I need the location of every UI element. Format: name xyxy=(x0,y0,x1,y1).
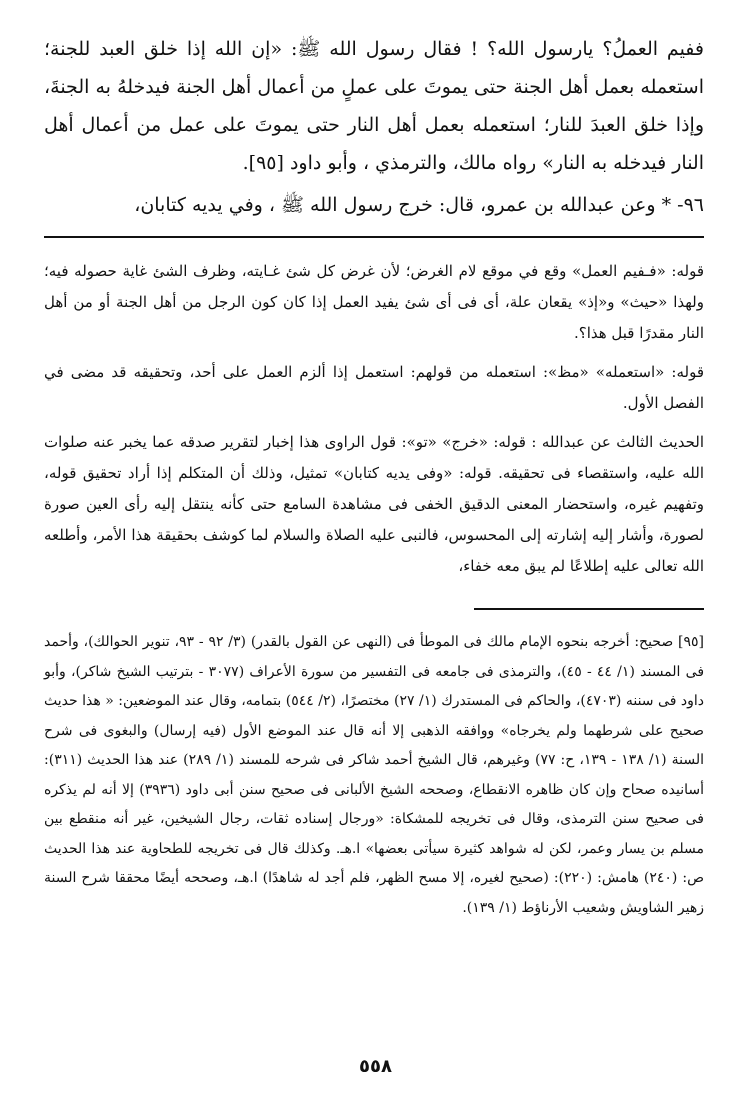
main-divider xyxy=(44,236,704,238)
commentary-paragraph: الحديث الثالث عن عبدالله : قوله: «خرج» «تو»: قول الراوى هذا إخبار لتقرير صدقه عما يخبر عنه صلوات الله عليه، واستقصاء فى تحقيقه. قوله: «وفى يديه كتابان» تمثيل، وذلك أن المتكلم إذا أراد تحقيق قوله، وتفهيم غيره، واستحضار المعنى الدقيق الخفى فى مشاهدة السامع حتى كأنه ينتقل إليه رأى العين صورة لصورة، وأشار إليه إشارته إلى المحسوس، فالنبى عليه الصلاة والسلام لما كوشف بحقيقة هذا الأمر، وأطلعه الله تعالى عليه إطلاعًا لم يبق معه خفاء، xyxy=(44,433,704,575)
footnote-divider xyxy=(474,608,704,610)
footnote-section xyxy=(44,628,704,923)
book-page xyxy=(44,30,704,923)
main-text xyxy=(44,30,704,224)
commentary-paragraph: قوله: «استعمله» «مظ»: استعمله من قولهم: استعمل إذا ألزم العمل على أحد، وتحقيقه قد مضى في الفصل الأول. xyxy=(44,363,704,412)
commentary-paragraph: قوله: «فـفيم العمل» وقع في موقع لام الغرض؛ لأن غرض كل شئ غـايته، وظرف الشئ غاية حصوله فيه؛ ولهذا «حيث» و«إذ» يقعان علة، أى فى أى شئ يفيد العمل إذا كان كون الرجل من أهل الجنة أو من أهل النار مقدرًا قبل هذا؟. xyxy=(44,262,704,342)
hadith-text: ففيم العملُ؟ يارسول الله؟ ! فقال رسول الله ﷺ: «إن الله إذا خلق العبد للجنة؛ استعمله بعمل أهل الجنة حتى يموتَ على عملٍ من أعمال أهل الجنة فيدخلهُ به الجنةَ، وإذا خلق العبدَ للنار؛ استعمله بعمل أهل النار حتى يموتَ على عمل من أعمال أهل النار فيدخله به النار» رواه مالك، والترمذي ، وأبو داود [٩٥]. xyxy=(44,38,704,174)
footnote-text: [٩٥] صحيح: أخرجه بنحوه الإمام مالك فى الموطأ فى (النهى عن القول بالقدر) (٣/ ٩٢ - ٩٣، تنوير الحوالك)، وأحمد فى المسند (١/ ٤٤ - ٤٥)، والترمذى فى جامعه فى التفسير من سورة الأعراف (٣٠٧٧ - بترتيب الشيخ شاكر)، وأبو داود فى سننه (٤٧٠٣)، والحاكم فى المستدرك (١/ ٢٧) مختصرًا، (٢/ ٥٤٤) بتمامه، وقال عند الموضعين: « هذا حديث صحيح على شرطهما ولم يخرجاه» ووافقه الذهبى إلا أنه قال عند الموضع الأول (فيه إرسال) والبغوى فى شرح السنة (١/ ١٣٨ - ١٣٩، ح: ٧٧) وغيرهم، قال الشيخ أحمد شاكر فى شرحه للمسند (١/ ٢٨٩) عند هذا الحديث (٣١١): أسانيده صحاح وإن كان ظاهره الانقطاع، وصححه الشيخ الألبانى فى صحيح سنن أبى داود (٣٩٣٦) إلا أنه لم يذكره فى صحيح سنن الترمذى، وقال فى تخريجه للمشكاة: «ورجال إسناده ثقات، رجال الشيخين، غير أنه منقطع بين مسلم بن يسار وعمر، لكن له شواهد كثيرة سيأتى بعضها» ا.هـ. وكذلك قال فى تخريجه للطحاوية عند هذا الحديث ص: (٢٤٠) هامش: (٢٢٠): (صحيح لغيره، إلا مسح الظهر، فلم أجد له شاهدًا) ا.هـ، وصححه أيضًا محققا شرح السنة زهير الشاويش وشعيب الأرناؤط (١/ ١٣٩). xyxy=(44,634,705,916)
commentary-section xyxy=(44,256,704,582)
next-hadith-text: ٩٦- * وعن عبدالله بن عمرو، قال: خرج رسول الله ﷺ ، وفي يديه كتابان، xyxy=(134,194,704,216)
page-number: ٥٥٨ xyxy=(359,1056,392,1077)
